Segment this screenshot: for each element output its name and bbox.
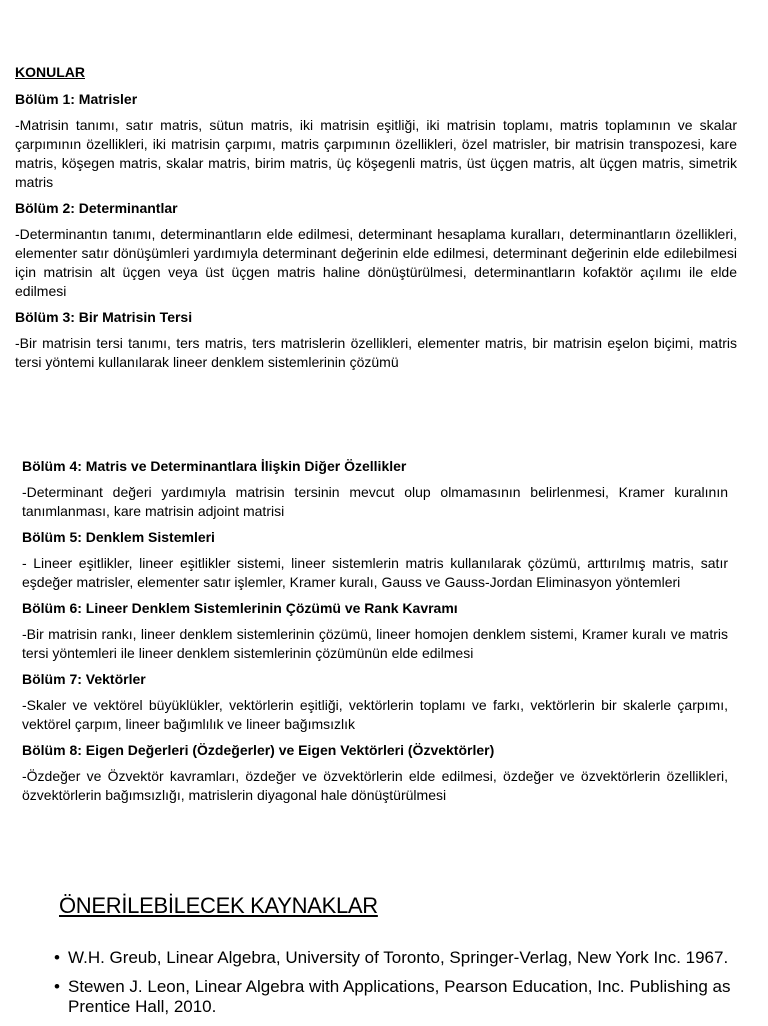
reference-text: Stewen J. Leon, Linear Algebra with Applications, Pearson Education, Inc. Publishing as Prentice Hall, 2010. xyxy=(68,977,731,1016)
section-2-body: -Determinantın tanımı, determinantların elde edilmesi, determinant hesaplama kuralları, determinantların özellikleri, elementer satır dönüşümleri yardımıyla determinant değerinin elde edilmesi, determinant değerinin elde edilebilmesi için matrisin alt üçgen veya üst üçgen matris haline dönüştürülmesi, determinantların kofaktör açılımı ile elde edilmesi xyxy=(15,226,737,299)
section-8-body: -Özdeğer ve Özvektör kavramları, özdeğer ve özvektörlerin elde edilmesi, özdeğer ve özvektörlerin özellikleri, özvektörlerin bağımsızlığı, matrislerin diyagonal hale dönüştürülmesi xyxy=(22,768,728,803)
references-list xyxy=(54,948,744,1026)
section-3-title: Bölüm 3: Bir Matrisin Tersi xyxy=(15,309,193,325)
section-7-title: Bölüm 7: Vektörler xyxy=(22,671,146,687)
topics-block-1 xyxy=(15,63,737,379)
section-6-title: Bölüm 6: Lineer Denklem Sistemlerinin Çözümü ve Rank Kavramı xyxy=(22,600,458,616)
section-1-title: Bölüm 1: Matrisler xyxy=(15,91,138,107)
reference-item xyxy=(54,948,744,968)
reference-text: W.H. Greub, Linear Algebra, University of Toronto, Springer-Verlag, New York Inc. 1967. xyxy=(68,948,729,967)
slide-topics-part-1 xyxy=(0,0,768,410)
section-4-title: Bölüm 4: Matris ve Determinantlara İlişkin Diğer Özellikler xyxy=(22,458,407,474)
reference-item xyxy=(54,977,744,1017)
section-6-body: -Bir matrisin rankı, lineer denklem sistemlerinin çözümü, lineer homojen denklem sistemi, Kramer kuralı ve matris tersi yöntemleri ile lineer denklem sistemlerinin çözümünün elde edilmesi xyxy=(22,626,728,661)
section-4-body: -Determinant değeri yardımıyla matrisin tersinin mevcut olup olmamasının belirlenmesi, Kramer kuralının tanımlanması, kare matrisin adjoint matrisi xyxy=(22,484,728,519)
references-title: ÖNERİLEBİLECEK KAYNAKLAR xyxy=(59,893,378,918)
section-2-title: Bölüm 2: Determinantlar xyxy=(15,200,178,216)
bullet-icon: • xyxy=(54,977,60,996)
topics-heading: KONULAR xyxy=(15,64,85,80)
bullet-icon: • xyxy=(54,948,60,967)
section-3-body: -Bir matrisin tersi tanımı, ters matris, ters matrislerin özellikleri, elementer matris, bir matrisin eşelon biçimi, matris tersi yöntemi kullanılarak lineer denklem sistemlerinin çözümü xyxy=(15,335,737,370)
section-5-title: Bölüm 5: Denklem Sistemleri xyxy=(22,529,215,545)
section-7-body: -Skaler ve vektörel büyüklükler, vektörlerin eşitliği, vektörlerin toplamı ve farkı, vektörlerin bir skalerle çarpımı, vektörel çarpım, lineer bağımlılık ve lineer bağımsızlık xyxy=(22,697,728,732)
topics-block-2 xyxy=(22,457,728,812)
section-5-body: - Lineer eşitlikler, lineer eşitlikler sistemi, lineer sistemlerin matris kullanılarak çözümü, arttırılmış matris, satır eşdeğer matrisler, elementer satır işlemler, Kramer kuralı, Gauss ve Gauss-Jordan Eliminasyon yöntemleri xyxy=(22,555,728,590)
section-8-title: Bölüm 8: Eigen Değerleri (Özdeğerler) ve Eigen Vektörleri (Özvektörler) xyxy=(22,742,495,758)
slide-topics-part-2 xyxy=(0,440,768,860)
slide-references xyxy=(0,870,768,1024)
section-1-body: -Matrisin tanımı, satır matris, sütun matris, iki matrisin eşitliği, iki matrisin toplamı, matris toplamının ve skalar çarpımının özellikleri, iki matrisin çarpımı, matris çarpımının özellikleri, özel matrisler, bir matrisin transpozesi, kare matris, köşegen matris, skalar matris, birim matris, üç köşegenli matris, üst üçgen matris, alt üçgen matris, simetrik matris xyxy=(15,117,737,190)
